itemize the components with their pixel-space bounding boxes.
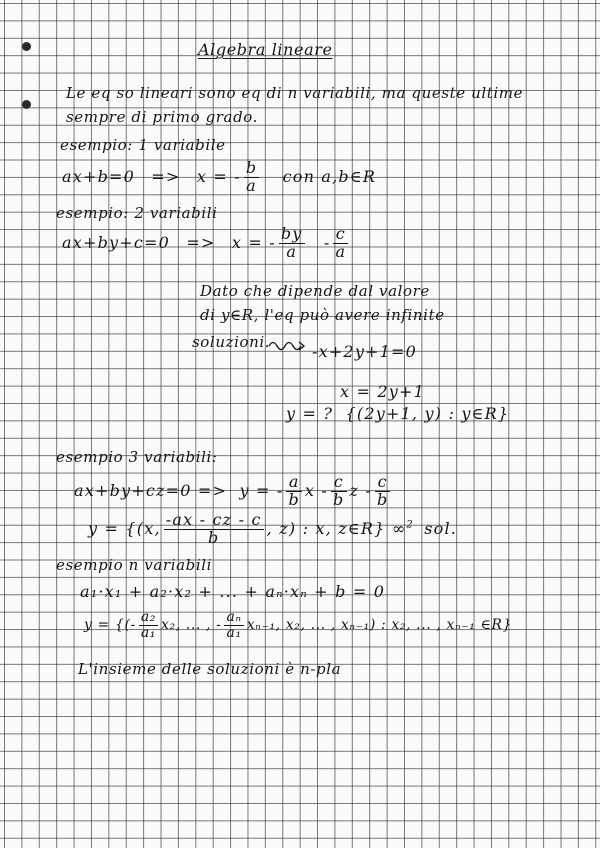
squiggle-arrow-icon (268, 338, 306, 354)
example-3-heading: esempio 3 variabili: (56, 448, 218, 466)
exn-mid: x₂, ... , - (161, 617, 222, 634)
ex3-y-eq: y = - (239, 480, 284, 500)
ex3-sol: sol. (424, 518, 458, 538)
ex3-t2-den: b (333, 489, 345, 509)
page-title: Algebra lineare (198, 40, 333, 59)
ex3-set-prefix: y = {(x, (88, 518, 161, 538)
ex3-t3-den: b (377, 489, 389, 509)
ex2-num1: by (280, 224, 303, 243)
example-3-solution-set (88, 512, 457, 547)
ex2-lhs: ax+by+c=0 (62, 232, 171, 252)
ex3-t1-den: b (288, 489, 300, 509)
ex3-t2-num: c (331, 474, 346, 492)
example-n-solution-set (84, 610, 512, 640)
binder-hole (22, 100, 31, 109)
exn-set-suffix: xₙ₋₁, x₂, ... , xₙ₋₁) : x₂, ... , xₙ₋₁ ∈R} (246, 617, 513, 634)
example-n-equation: a₁·x₁ + a₂·x₂ + ... + aₙ·xₙ + b = 0 (80, 582, 386, 601)
ex2-solution-set (286, 404, 509, 423)
ex3-t1-num: a (286, 474, 301, 492)
ex2-note-line-2: di y∈R, l'eq può avere infinite (200, 306, 445, 324)
ex1-condition: con a,b∈R (282, 166, 377, 186)
exn-f1-num: a₂ (140, 609, 157, 625)
ex2-den2: a (335, 241, 347, 261)
conclusion: L'insieme delle soluzioni è n-pla (78, 660, 342, 678)
ex3-fraction-3 (375, 474, 390, 509)
ex3-fraction-1 (286, 474, 301, 509)
ex3-fraction-2 (331, 474, 346, 509)
ex2-example-equation: -x+2y+1=0 (312, 342, 418, 361)
ex2-set: {(2y+1, y) : y∈R} (345, 404, 510, 423)
ex2-minus: - (323, 232, 331, 252)
ex1-den: a (246, 175, 257, 195)
ex3-t3-num: c (375, 474, 390, 492)
example-1-equation (62, 160, 376, 195)
ex1-fraction (244, 160, 259, 195)
exn-fraction-1 (139, 610, 158, 640)
ex3-set-num: -ax - cz - c (165, 510, 262, 529)
ex2-note-line-3: soluzioni. (192, 333, 271, 351)
example-2-equation (62, 226, 351, 261)
ex3-t2-var: z - (349, 480, 373, 500)
exn-set-prefix: y = {(- (84, 617, 136, 634)
ex2-arrow: => (186, 232, 216, 252)
ex1-arrow: => (151, 166, 181, 186)
ex2-note-line-1: Dato che dipende dal valore (200, 282, 430, 300)
ex2-x-eq: x = - (231, 232, 276, 252)
ex1-x-eq: x = - (196, 166, 241, 186)
intro-line-2: sempre di primo grado. (66, 108, 259, 126)
ex3-lhs: ax+by+cz=0 => (74, 480, 228, 500)
ex1-lhs: ax+b=0 (62, 166, 135, 186)
ex2-num2: c (333, 226, 348, 244)
exn-f1-den: a₁ (140, 624, 157, 641)
ex2-solution-x: x = 2y+1 (340, 382, 426, 401)
ex3-set-suffix: , z) : x, z∈R} ∞ (266, 518, 407, 538)
example-n-heading: esempio n variabili (56, 556, 213, 574)
ex3-exponent: 2 (406, 519, 414, 531)
ex2-fraction-2 (333, 226, 348, 261)
ex2-fraction-1 (279, 226, 305, 261)
example-3-equation (74, 474, 393, 509)
ex3-set-fraction (164, 512, 264, 547)
binder-hole (22, 42, 31, 51)
example-1-heading: esempio: 1 variabile (60, 136, 226, 154)
ex1-num: b (245, 158, 258, 177)
exn-f2-num: aₙ (226, 609, 242, 625)
ex2-set-label: y = ? (286, 404, 334, 423)
ex3-set-den: b (207, 527, 220, 547)
ex2-den1: a (286, 241, 298, 261)
example-2-heading: esempio: 2 variabili (56, 204, 218, 222)
ex3-t1-var: x - (304, 480, 329, 500)
exn-f2-den: a₁ (226, 624, 242, 641)
exn-fraction-2 (224, 610, 243, 640)
intro-line-1: Le eq so lineari sono eq di n variabili, ma queste ultime (66, 84, 524, 102)
